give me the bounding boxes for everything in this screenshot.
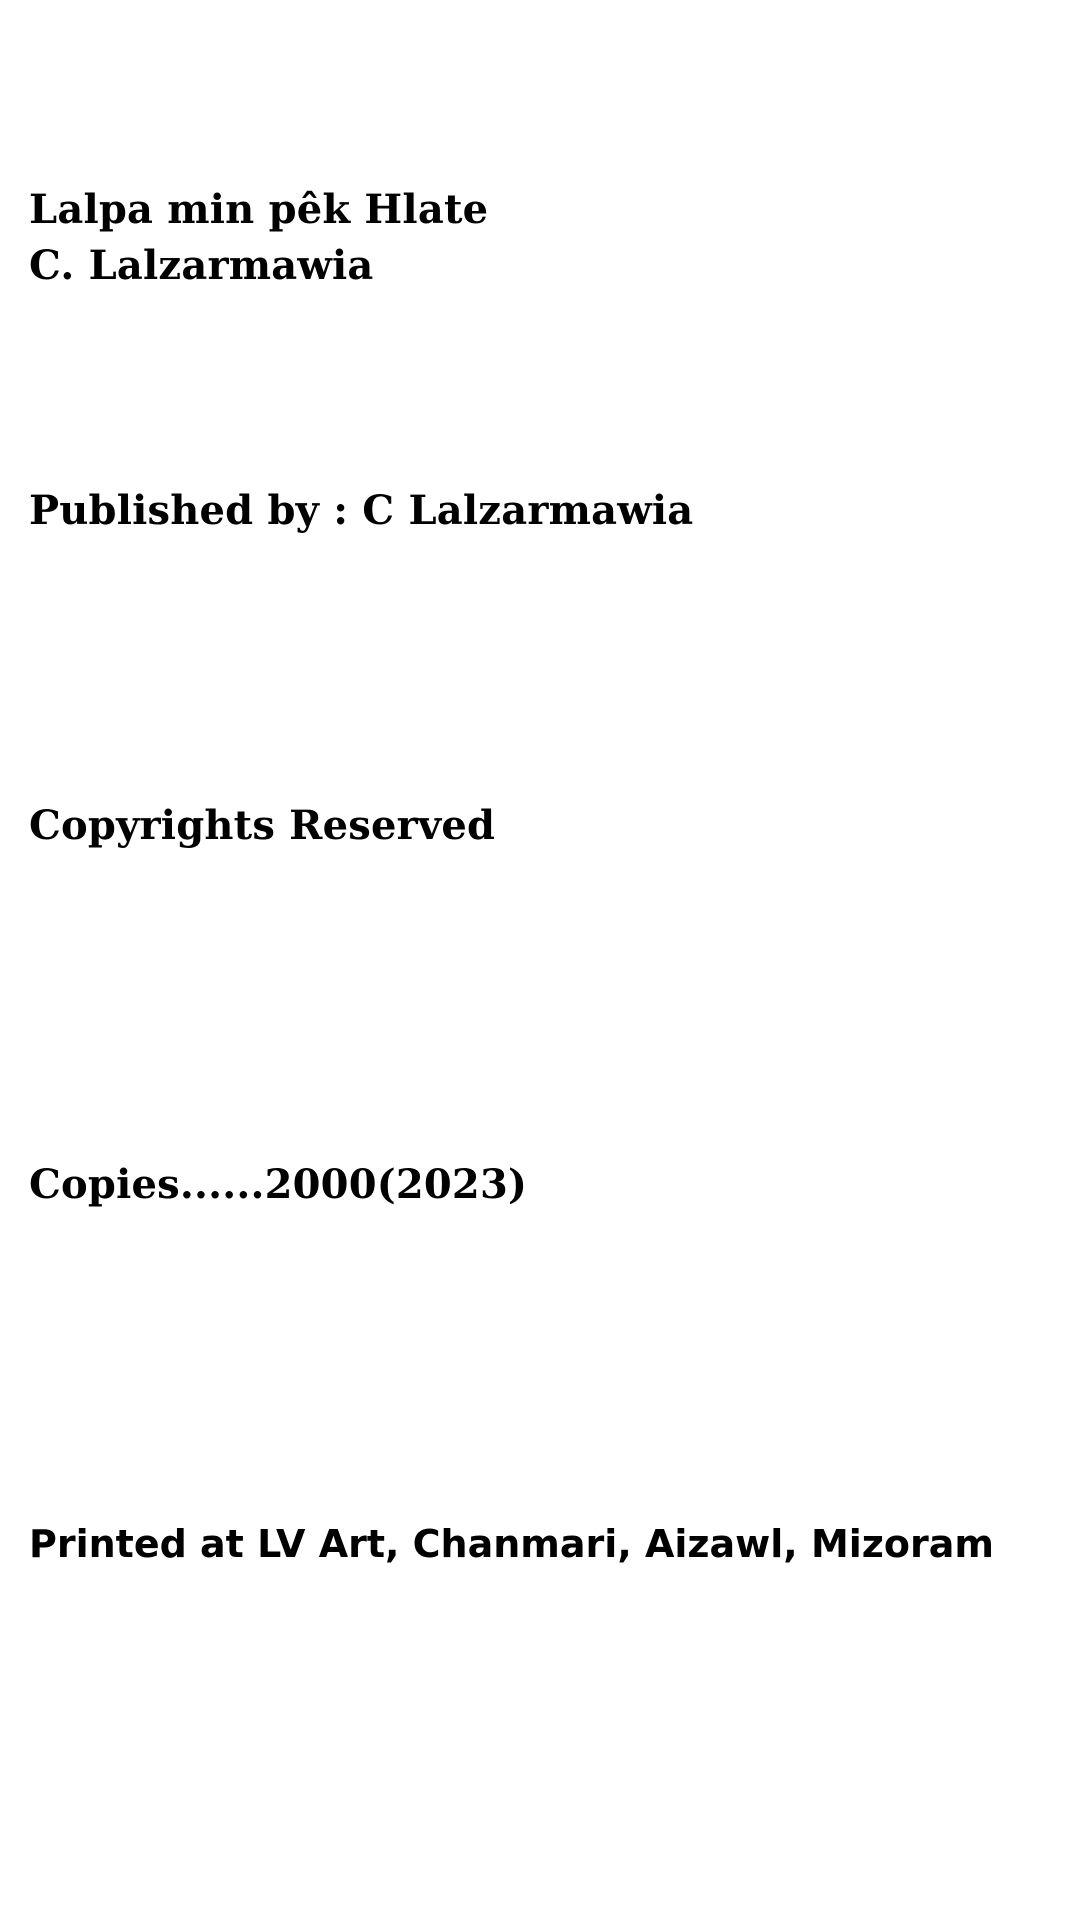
book-title: Lalpa min pêk Hlate — [29, 186, 489, 233]
copies-count: Copies......2000(2023) — [29, 1161, 528, 1208]
publisher-line: Published by : C Lalzarmawia — [29, 487, 694, 534]
book-author: C. Lalzarmawia — [29, 242, 374, 289]
copyright-notice: Copyrights Reserved — [29, 802, 496, 849]
printer-line: Printed at LV Art, Chanmari, Aizawl, Mizoram — [29, 1522, 995, 1566]
